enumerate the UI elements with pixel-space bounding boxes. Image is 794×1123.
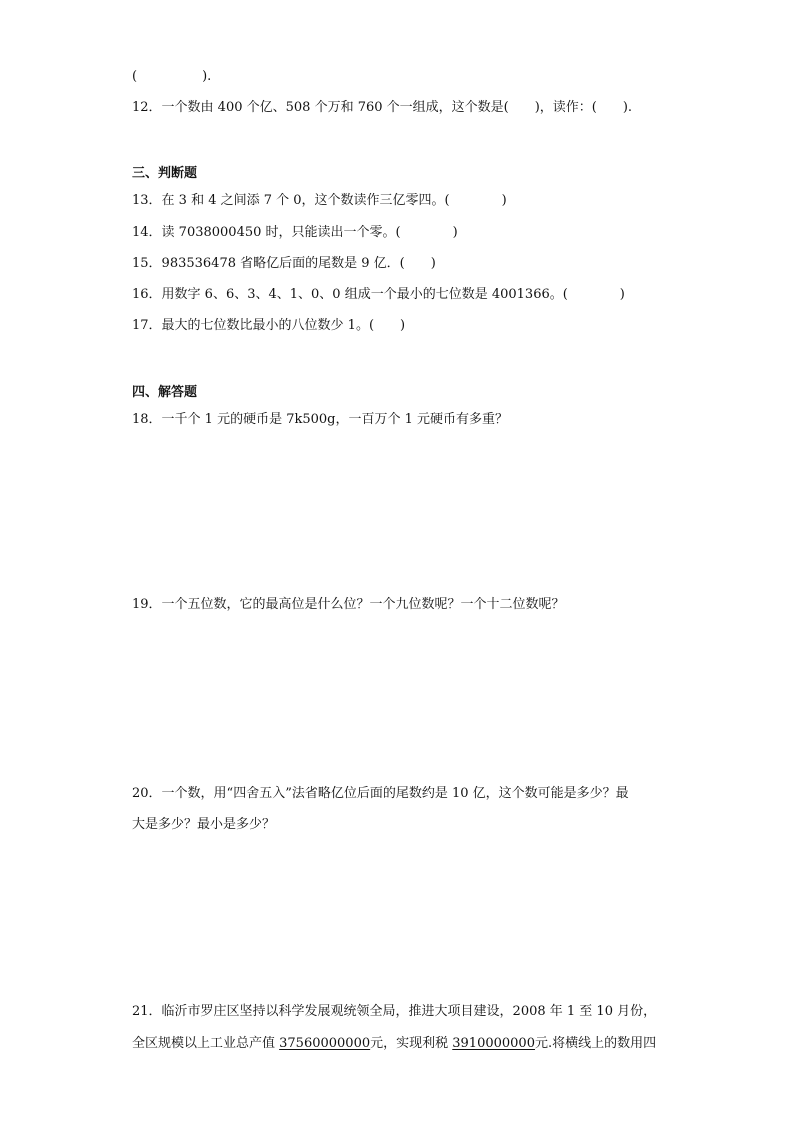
underlined-value-output: 37560000000 [279,1036,371,1051]
question-21-text-a: 全区规模以上工业总产值 [132,1036,280,1051]
question-15: 15．983536478 省略亿后面的尾数是 9 亿．( ) [132,256,436,271]
question-20-line-2: 大是多少？最小是多少？ [132,817,276,832]
question-21-text-c: 元.将横线上的数用四 [534,1036,657,1051]
question-12: 12．一个数由 400 个亿、508 个万和 760 个一组成，这个数是( )，读作：( ). [132,100,633,115]
question-17: 17．最大的七位数比最小的八位数少 1。( ) [132,318,406,333]
question-16: 16．用数字 6、6、3、4、1、0、0 组成一个最小的七位数是 4001366。( ) [132,287,625,302]
question-21-line-1: 21．临沂市罗庄区坚持以科学发展观统领全局，推进大项目建设，2008 年 1 至 10 月份， [132,1004,657,1019]
underlined-value-tax: 3910000000 [452,1036,535,1051]
question-11-tail: ( ). [132,69,212,84]
question-21-text-b: 元，实现利税 [370,1036,453,1051]
question-19: 19．一个五位数，它的最高位是什么位？一个九位数呢？一个十二位数呢？ [132,597,565,612]
question-18: 18．一千个 1 元的硬币是 7k500g，一百万个 1 元硬币有多重？ [132,412,509,427]
section-heading-answers: 四、解答题 [132,385,198,400]
question-20-line-1: 20．一个数，用“四舍五入”法省略亿位后面的尾数约是 10 亿，这个数可能是多少？最 [132,786,629,801]
section-heading-judgment: 三、判断题 [132,166,198,181]
question-13: 13．在 3 和 4 之间添 7 个 0，这个数读作三亿零四。( ) [132,193,507,208]
question-14: 14．读 7038000450 时，只能读出一个零。( ) [132,225,458,240]
question-21-line-2 [132,1035,656,1053]
